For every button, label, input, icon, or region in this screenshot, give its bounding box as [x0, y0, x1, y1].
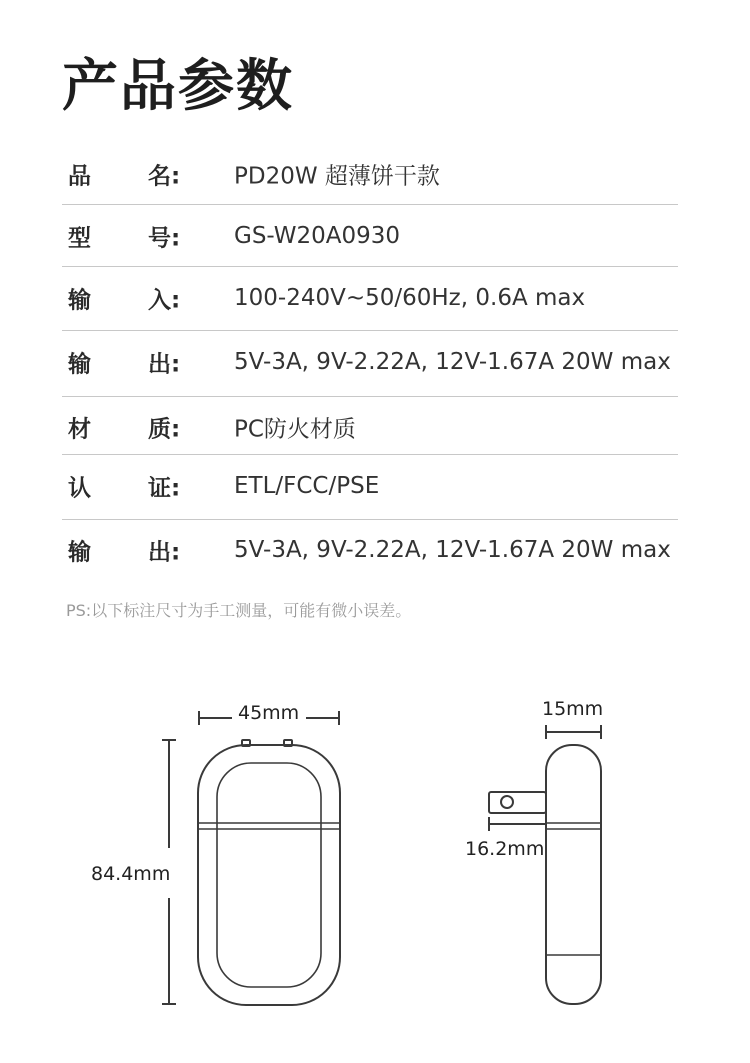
spec-value: PD20W 超薄饼干款 [234, 163, 440, 190]
spec-label-char: 材 [68, 416, 91, 443]
height-dimension-label: 84.4mm [91, 863, 171, 885]
width-dimension-label: 45mm [238, 702, 300, 724]
spec-label-char: 输 [68, 287, 91, 314]
spec-value: 5V-3A, 9V-2.22A, 12V-1.67A 20W max [234, 537, 671, 563]
spec-value: GS-W20A0930 [234, 223, 401, 249]
spec-label-char: 出: [148, 351, 181, 378]
page-title: 产品参数 [62, 54, 294, 119]
spec-label-char: 型 [68, 225, 91, 252]
spec-label-char: 名: [148, 163, 181, 190]
spec-value: ETL/FCC/PSE [234, 473, 380, 499]
prong-length-marker [489, 817, 546, 831]
charger-front-view [198, 740, 340, 1005]
spec-label-char: 输 [68, 539, 91, 566]
measurement-note: PS:以下标注尺寸为手工测量，可能有微小误差。 [66, 601, 412, 620]
prong-dimension-label: 16.2mm [465, 838, 545, 860]
spec-value: 5V-3A, 9V-2.22A, 12V-1.67A 20W max [234, 349, 671, 375]
spec-value: 100-240V~50/60Hz, 0.6A max [234, 285, 586, 311]
spec-label-char: 输 [68, 351, 91, 378]
spec-label-char: 品 [68, 163, 91, 190]
spec-label-char: 号: [148, 225, 181, 252]
thickness-dimension-label: 15mm [542, 698, 604, 720]
spec-value: PC防火材质 [234, 416, 356, 443]
spec-label-char: 证: [148, 475, 181, 502]
thickness-marker [546, 725, 601, 739]
plug-prong [489, 792, 546, 813]
spec-label-char: 入: [148, 287, 181, 314]
charger-side-view [546, 745, 601, 1004]
spec-label-char: 认 [68, 475, 91, 502]
spec-label-char: 出: [148, 539, 181, 566]
spec-label-char: 质: [148, 416, 181, 443]
